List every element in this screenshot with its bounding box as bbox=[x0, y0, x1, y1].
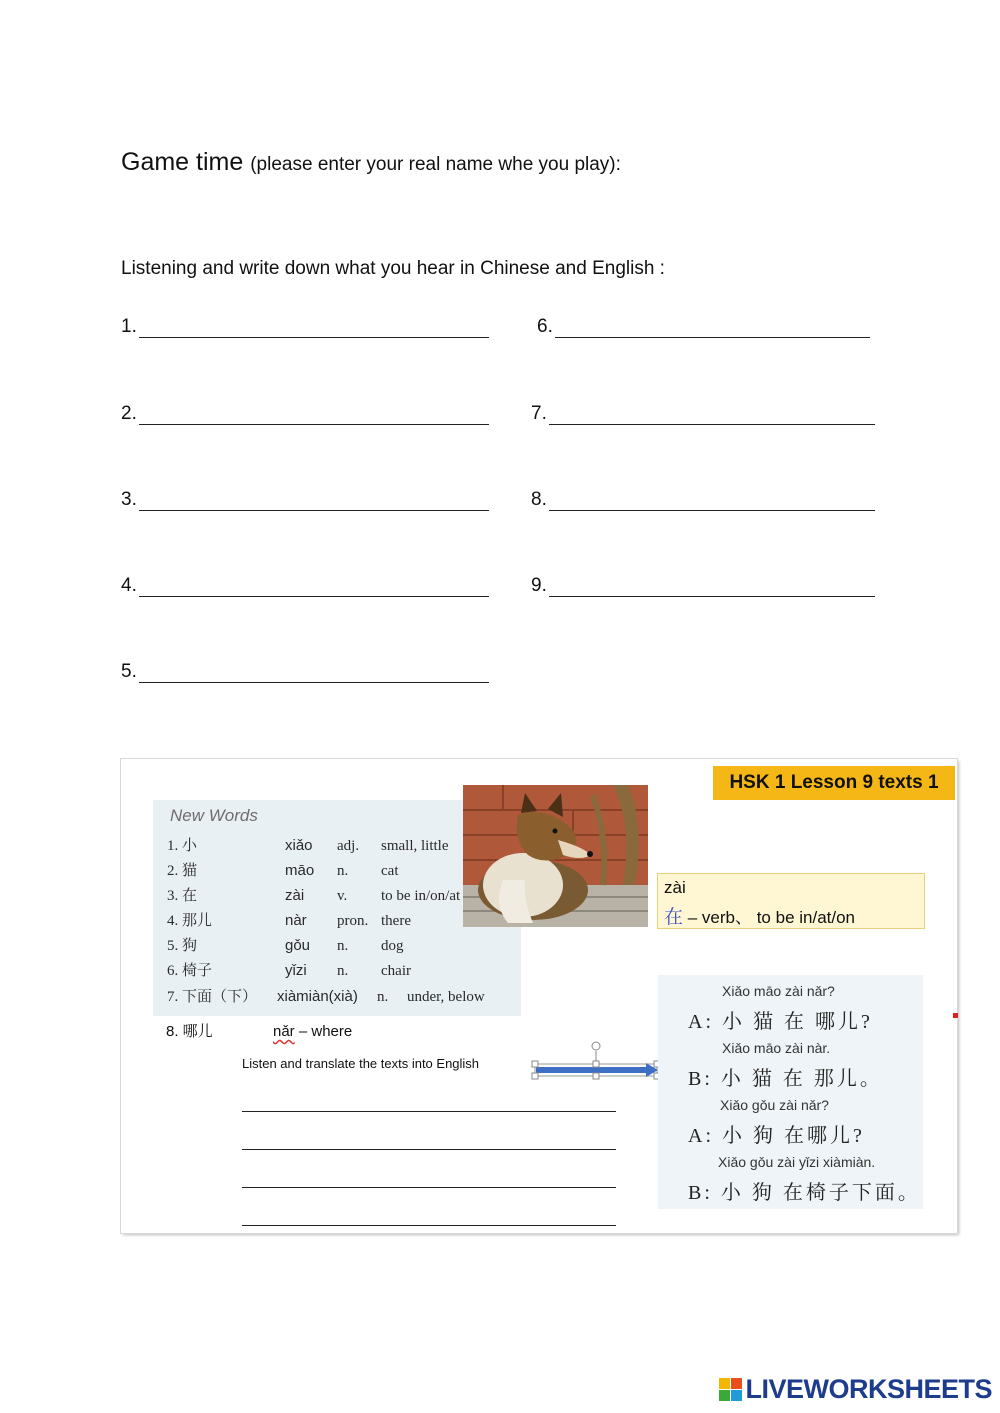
answer-row-4 bbox=[121, 575, 489, 597]
logo-text: LIVEWORKSHEETS bbox=[745, 1374, 992, 1404]
word-row-2 bbox=[167, 859, 398, 880]
word-meaning: under, below bbox=[407, 989, 485, 1005]
word-hanzi: 2. 猫 bbox=[167, 863, 198, 879]
answer-input-9[interactable] bbox=[549, 581, 875, 599]
dog-photo bbox=[463, 785, 648, 927]
logo-grid-icon bbox=[719, 1378, 742, 1401]
translate-instruction: Listen and translate the texts into English bbox=[242, 1056, 480, 1071]
translation-line-3 bbox=[242, 1169, 616, 1188]
word-hanzi: 1. 小 bbox=[167, 838, 198, 854]
zai-meaning: – verb、 to be in/at/on bbox=[683, 908, 856, 927]
answer-blank-9 bbox=[549, 578, 875, 597]
answer-number-5: 5. bbox=[121, 661, 137, 682]
answer-input-4[interactable] bbox=[139, 581, 489, 599]
word-pinyin: xiàmiàn(xià) bbox=[277, 988, 358, 1005]
answer-row-3 bbox=[121, 489, 489, 511]
translation-input-3[interactable] bbox=[242, 1169, 616, 1186]
dialog-pinyin-2: Xiǎo māo zài nàr. bbox=[722, 1040, 831, 1056]
word-pinyin: gǒu bbox=[285, 937, 311, 954]
word-pos: n. bbox=[377, 989, 389, 1005]
word-hanzi: 4. 那儿 bbox=[167, 913, 213, 929]
answer-row-1 bbox=[121, 316, 489, 338]
answer-blank-3 bbox=[139, 492, 489, 511]
listening-instruction: Listening and write down what you hear in Chinese and English : bbox=[121, 258, 665, 279]
word8-hanzi: 8. 哪儿 bbox=[166, 1023, 213, 1040]
word-pos: n. bbox=[337, 938, 349, 954]
dialog-line-4 bbox=[688, 1176, 921, 1205]
word-pinyin: nàr bbox=[285, 912, 307, 929]
answer-input-1[interactable] bbox=[139, 322, 489, 340]
dialog-line-2 bbox=[688, 1062, 883, 1091]
word-meaning: there bbox=[381, 913, 411, 929]
translation-input-1[interactable] bbox=[242, 1093, 616, 1110]
dialog-speaker: A: bbox=[688, 1125, 714, 1147]
red-marker bbox=[953, 1013, 958, 1018]
answer-row-8 bbox=[531, 489, 875, 511]
word-row-3 bbox=[167, 884, 460, 905]
answer-number-3: 3. bbox=[121, 489, 137, 510]
arrow-icon[interactable] bbox=[530, 1038, 664, 1082]
word-row-1 bbox=[167, 834, 449, 855]
dialog-speaker: B: bbox=[688, 1068, 713, 1090]
word-pos: adj. bbox=[337, 838, 360, 854]
dialog-text: 小 猫 在 哪儿? bbox=[722, 1011, 873, 1033]
liveworksheets-logo[interactable] bbox=[719, 1374, 992, 1405]
word-row-8 bbox=[166, 1020, 352, 1041]
word-pos: n. bbox=[337, 963, 349, 979]
word-meaning: small, little bbox=[381, 838, 449, 854]
answer-number-1: 1. bbox=[121, 316, 137, 337]
answer-blank-2 bbox=[139, 406, 489, 425]
answer-input-6[interactable] bbox=[555, 322, 870, 340]
word-pinyin: zài bbox=[285, 887, 305, 904]
zai-definition bbox=[664, 902, 855, 929]
dialog-pinyin-4: Xiǎo gǒu zài yǐzi xiàmiàn. bbox=[718, 1154, 876, 1170]
answer-number-9: 9. bbox=[531, 575, 547, 596]
answer-blank-1 bbox=[139, 319, 489, 338]
word-meaning: cat bbox=[381, 863, 399, 879]
word8-meaning: – where bbox=[294, 1023, 353, 1040]
dialog-pinyin-1: Xiǎo māo zài nǎr? bbox=[722, 983, 835, 999]
answer-blank-5 bbox=[139, 664, 489, 683]
word-hanzi: 7. 下面（下） bbox=[167, 989, 258, 1005]
dialog-speaker: A: bbox=[688, 1011, 714, 1033]
word-pos: v. bbox=[337, 888, 348, 904]
answer-blank-6 bbox=[555, 319, 870, 338]
word-pos: pron. bbox=[337, 913, 369, 929]
word-meaning: to be in/on/at bbox=[381, 888, 461, 904]
word-pinyin: xiǎo bbox=[285, 837, 313, 854]
word-pinyin: māo bbox=[285, 862, 315, 879]
answer-number-4: 4. bbox=[121, 575, 137, 596]
dialog-line-3 bbox=[688, 1119, 865, 1148]
dialog-speaker: B: bbox=[688, 1182, 713, 1204]
word-meaning: chair bbox=[381, 963, 411, 979]
answer-input-3[interactable] bbox=[139, 495, 489, 513]
lesson-badge: HSK 1 Lesson 9 texts 1 bbox=[713, 766, 955, 800]
answer-number-2: 2. bbox=[121, 403, 137, 424]
dialog-pinyin-3: Xiǎo gǒu zài nǎr? bbox=[720, 1097, 829, 1113]
new-words-title: New Words bbox=[170, 806, 258, 825]
page-title bbox=[121, 148, 621, 177]
word-hanzi: 3. 在 bbox=[167, 888, 198, 904]
translation-line-2 bbox=[242, 1131, 616, 1150]
word-row-7 bbox=[167, 985, 485, 1006]
translation-line-4 bbox=[242, 1207, 616, 1226]
word-hanzi: 6. 椅子 bbox=[167, 963, 213, 979]
word-row-4 bbox=[167, 909, 411, 930]
translation-line-1 bbox=[242, 1093, 616, 1112]
answer-blank-8 bbox=[549, 492, 875, 511]
dialog-text: 小 猫 在 那儿。 bbox=[720, 1068, 883, 1090]
answer-number-6: 6. bbox=[537, 316, 553, 337]
answer-row-5 bbox=[121, 661, 489, 683]
answer-row-7 bbox=[531, 403, 875, 425]
dialog-line-1 bbox=[688, 1005, 873, 1034]
word-pinyin: yǐzi bbox=[285, 962, 307, 979]
answer-input-5[interactable] bbox=[139, 667, 489, 685]
answer-row-9 bbox=[531, 575, 875, 597]
word-hanzi: 5. 狗 bbox=[167, 938, 198, 954]
translation-input-4[interactable] bbox=[242, 1207, 616, 1224]
word-row-5 bbox=[167, 934, 404, 955]
answer-input-8[interactable] bbox=[549, 495, 875, 513]
answer-row-6 bbox=[537, 316, 870, 338]
zai-pinyin: zài bbox=[664, 878, 686, 897]
title-text: Game time bbox=[121, 148, 244, 176]
dialog-text: 小 狗 在椅子下面。 bbox=[720, 1182, 921, 1204]
answer-input-2[interactable] bbox=[139, 409, 489, 427]
answer-blank-4 bbox=[139, 578, 489, 597]
word8-pinyin: nǎr bbox=[273, 1023, 295, 1040]
title-note: (please enter your real name whe you play): bbox=[250, 154, 621, 175]
word-pos: n. bbox=[337, 863, 349, 879]
zai-character: 在 bbox=[664, 907, 684, 928]
word-row-6 bbox=[167, 959, 411, 980]
answer-row-2 bbox=[121, 403, 489, 425]
dialog-text: 小 狗 在哪儿? bbox=[722, 1125, 865, 1147]
dog-illustration-icon bbox=[463, 785, 648, 927]
answer-number-7: 7. bbox=[531, 403, 547, 424]
answer-blank-7 bbox=[549, 406, 875, 425]
translation-input-2[interactable] bbox=[242, 1131, 616, 1148]
answer-input-7[interactable] bbox=[549, 409, 875, 427]
answer-number-8: 8. bbox=[531, 489, 547, 510]
word-meaning: dog bbox=[381, 938, 404, 954]
